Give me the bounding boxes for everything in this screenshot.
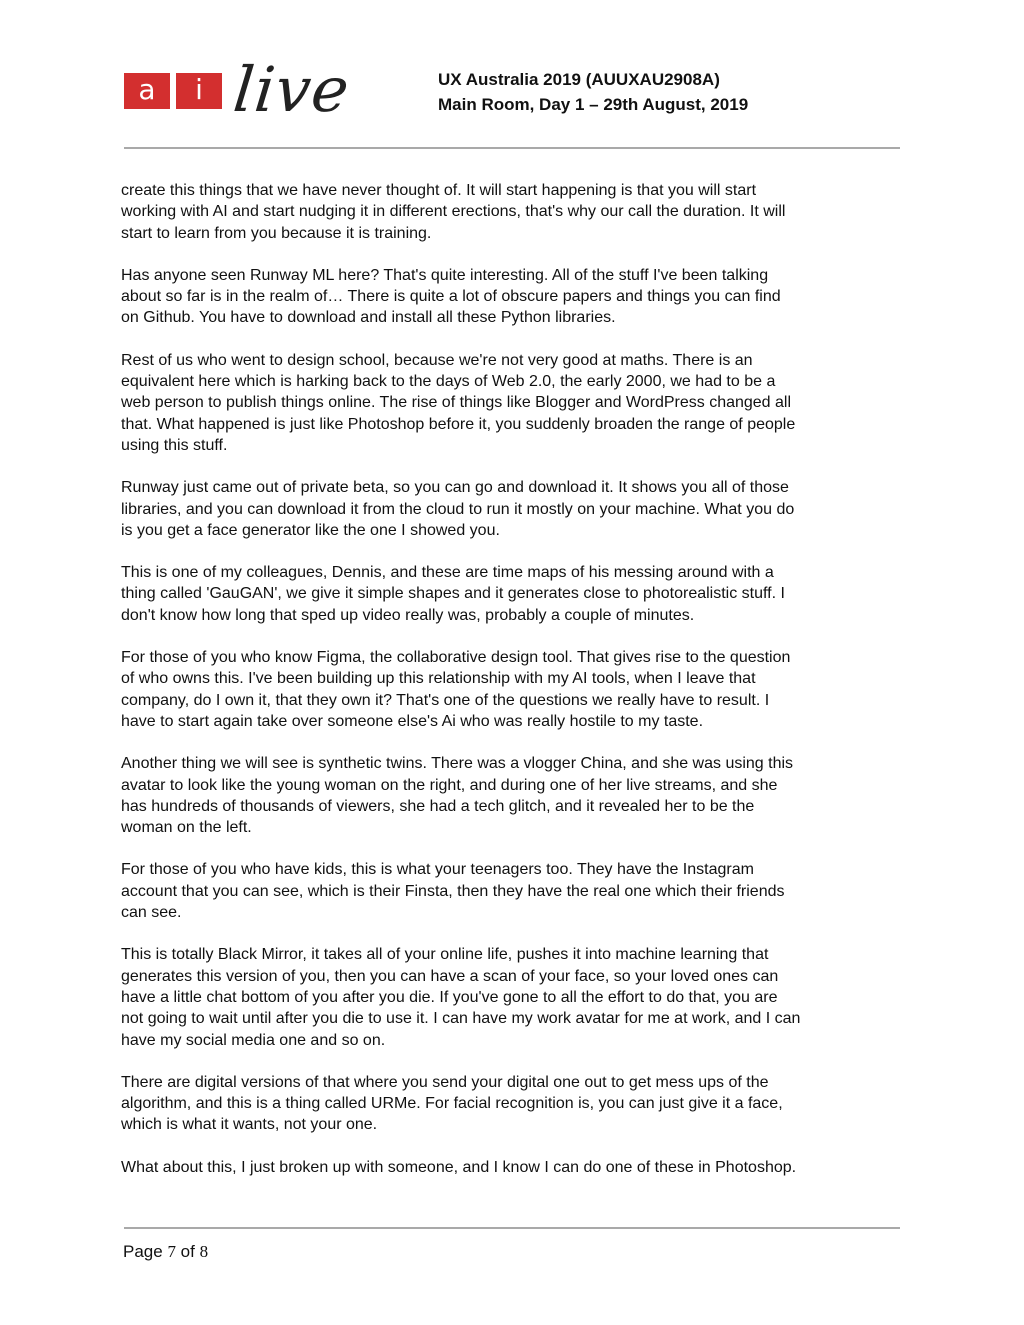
logo-box-a: a <box>124 73 170 109</box>
paragraph: This is one of my colleagues, Dennis, and these are time maps of his messing around with a thing called 'GauGAN', we give it simple shapes and it generates close to photorealistic stuff. I don't know how long that sped up video really was, probably a couple of minutes. <box>121 564 785 624</box>
page-number: 7 <box>167 1242 176 1261</box>
paragraph: Has anyone seen Runway ML here? That's quite interesting. All of the stuff I've been talking about so far is in the realm of… There is quite a lot of obscure papers and things you can find on Github. You have to download and install all these Python libraries. <box>121 266 781 327</box>
logo-wordmark: live <box>230 53 354 126</box>
transcript-body <box>121 180 907 1199</box>
paragraph: Another thing we will see is synthetic twins. There was a vlogger China, and she was using this avatar to look like the young woman on the right, and during one of her live streams, and she has hundreds of thousands of viewers, she had a tech glitch, and it revealed her to be the woman on the left. <box>121 755 794 837</box>
paragraph: Runway just came out of private beta, so you can go and download it. It shows you all of those libraries, and you can download it from the cloud to run it mostly on your machine. What you do is you get a face generator like the one I showed you. <box>121 479 795 539</box>
page-footer <box>123 1240 208 1264</box>
header-divider <box>124 147 900 149</box>
paragraph: This is totally Black Mirror, it takes all of your online life, pushes it into machine learning that generates this version of you, then you can have a scan of your face, so your loved ones can have a little chat bottom of you after you die. If you've gone to all the effort to do that, you are not going to wait until after you die to use it. I can have my work avatar for me at work, and I can have my social media one and so on. <box>121 946 801 1049</box>
paragraph: create this things that we have never thought of. It will start happening is that you will start working with AI and start nudging it in different erections, that's why our call the duration. It will start to learn from you because it is training. <box>121 182 786 242</box>
event-title: UX Australia 2019 (AUUXAU2908A) <box>438 70 720 89</box>
paragraph: Rest of us who went to design school, because we're not very good at maths. There is an equivalent here which is harking back to the days of Web 2.0, the early 2000, we had to be a web person to publish things online. The rise of things like Blogger and WordPress changed all that. What happened is just like Photoshop before it, you suddenly broaden the range of people using this stuff. <box>121 351 796 454</box>
footer-divider <box>124 1227 900 1229</box>
page-total: 8 <box>199 1242 209 1261</box>
paragraph: There are digital versions of that where you send your digital one out to get mess ups of the algorithm, and this is a thing called URMe. For facial recognition is, you can just give it a face, which is what it wants, not your one. <box>121 1073 783 1134</box>
ai-live-logo <box>124 53 354 130</box>
logo-box-i: i <box>176 73 222 109</box>
page-label: Page <box>123 1242 168 1261</box>
paragraph: What about this, I just broken up with someone, and I know I can do one of these in Photoshop. <box>121 1158 797 1176</box>
paragraph: For those of you who have kids, this is what your teenagers too. They have the Instagram account that you can see, which is their Finsta, then they have the real one which their friends can see. <box>121 861 785 922</box>
paragraph: For those of you who know Figma, the collaborative design tool. That gives rise to the question of who owns this. I've been building up this relationship with my AI tools, when I leave that company, do I own it, that they own it? That's one of the questions we really have to result. I have to start again take over someone else's Ai who was really hostile to my taste. <box>121 649 791 730</box>
session-title: Main Room, Day 1 – 29th August, 2019 <box>438 95 749 114</box>
document-header <box>438 67 748 117</box>
of-label: of <box>175 1242 200 1261</box>
